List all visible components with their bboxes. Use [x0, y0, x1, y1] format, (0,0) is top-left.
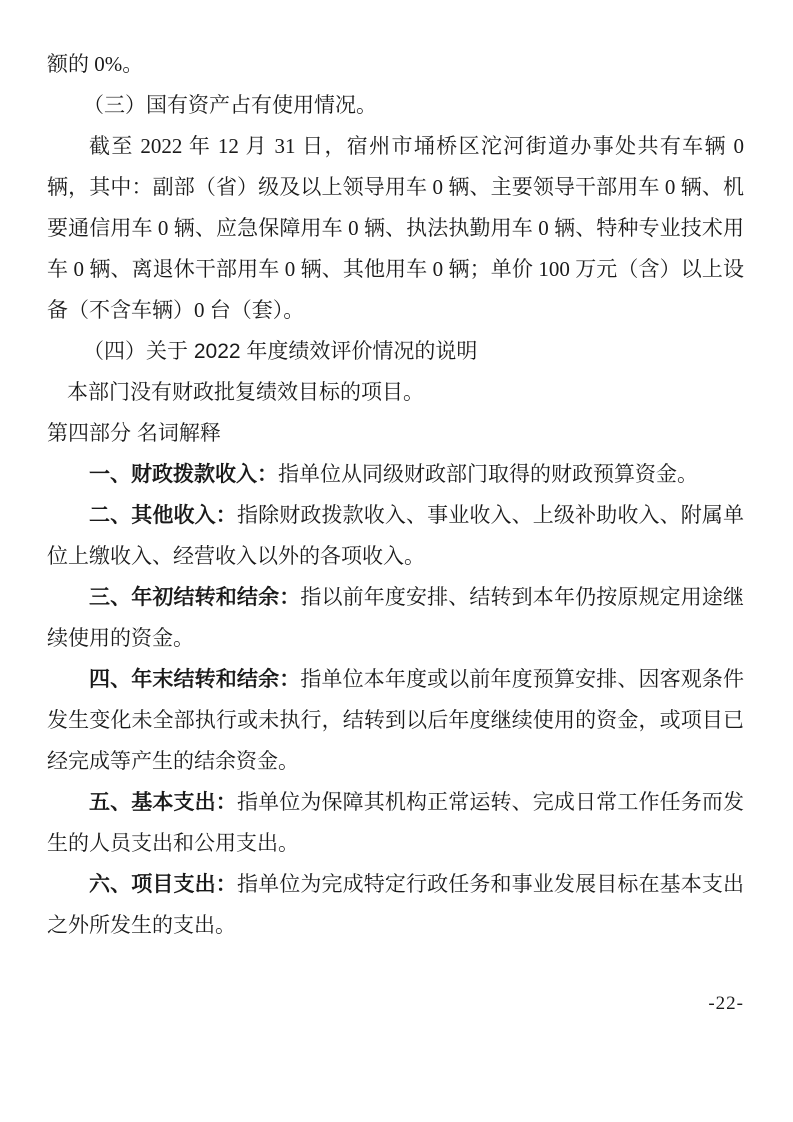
glossary-term: 一、财政拨款收入：: [89, 463, 278, 486]
glossary-term: 五、基本支出：: [89, 791, 237, 814]
glossary-item: [47, 864, 744, 946]
paragraph-continuation: 额的 0%。: [47, 52, 144, 76]
part4-glossary-heading: 第四部分 名词解释: [47, 422, 221, 445]
glossary-item: [47, 454, 744, 495]
glossary-term: 三、年初结转和结余：: [89, 586, 301, 609]
glossary-definition: 指单位从同级财政部门取得的财政预算资金。: [278, 462, 698, 486]
state-assets-paragraph: 截至 2022 年 12 月 31 日，宿州市埇桥区沱河街道办事处共有车辆 0 辆，其中：副部（省）级及以上领导用车 0 辆、主要领导干部用车 0 辆、机要通信用车 0 辆、应急保障用车 0 辆、执法执勤用车 0 辆、特种专业技术用车 0 辆、离退休干部用车 0 辆、其他用车 0 辆；单价 100 万元（含）以上设备（不含车辆）0 台（套）。: [47, 134, 744, 322]
glossary-item: [47, 577, 744, 659]
glossary-definition: 指以前年度安排、结转到本年仍按原规定用途继续使用的资金。: [47, 585, 745, 650]
glossary-definition: 指单位本年度或以前年度预算安排、因客观条件发生变化未全部执行或未执行，结转到以后年度继续使用的资金，或项目已经完成等产生的结余资金。: [47, 667, 745, 773]
section-heading-performance-evaluation: （四）关于 2022 年度绩效评价情况的说明: [83, 340, 478, 363]
glossary-item: [47, 659, 744, 782]
section-heading-state-assets: （三）国有资产占有使用情况。: [83, 94, 377, 117]
performance-evaluation-paragraph: 本部门没有财政批复绩效目标的项目。: [67, 380, 424, 404]
glossary-term: 二、其他收入：: [89, 504, 237, 527]
glossary-term: 六、项目支出：: [89, 873, 237, 896]
page-number: -22-: [708, 993, 744, 1014]
glossary-definition: 指单位为保障其机构正常运转、完成日常工作任务而发生的人员支出和公用支出。: [47, 790, 745, 855]
glossary-item: [47, 782, 744, 864]
glossary-item: [47, 495, 744, 577]
glossary-term: 四、年末结转和结余：: [89, 668, 301, 691]
glossary-definition: 指单位为完成特定行政任务和事业发展目标在基本支出之外所发生的支出。: [47, 872, 745, 937]
glossary-definition: 指除财政拨款收入、事业收入、上级补助收入、附属单位上缴收入、经营收入以外的各项收入。: [47, 503, 745, 568]
